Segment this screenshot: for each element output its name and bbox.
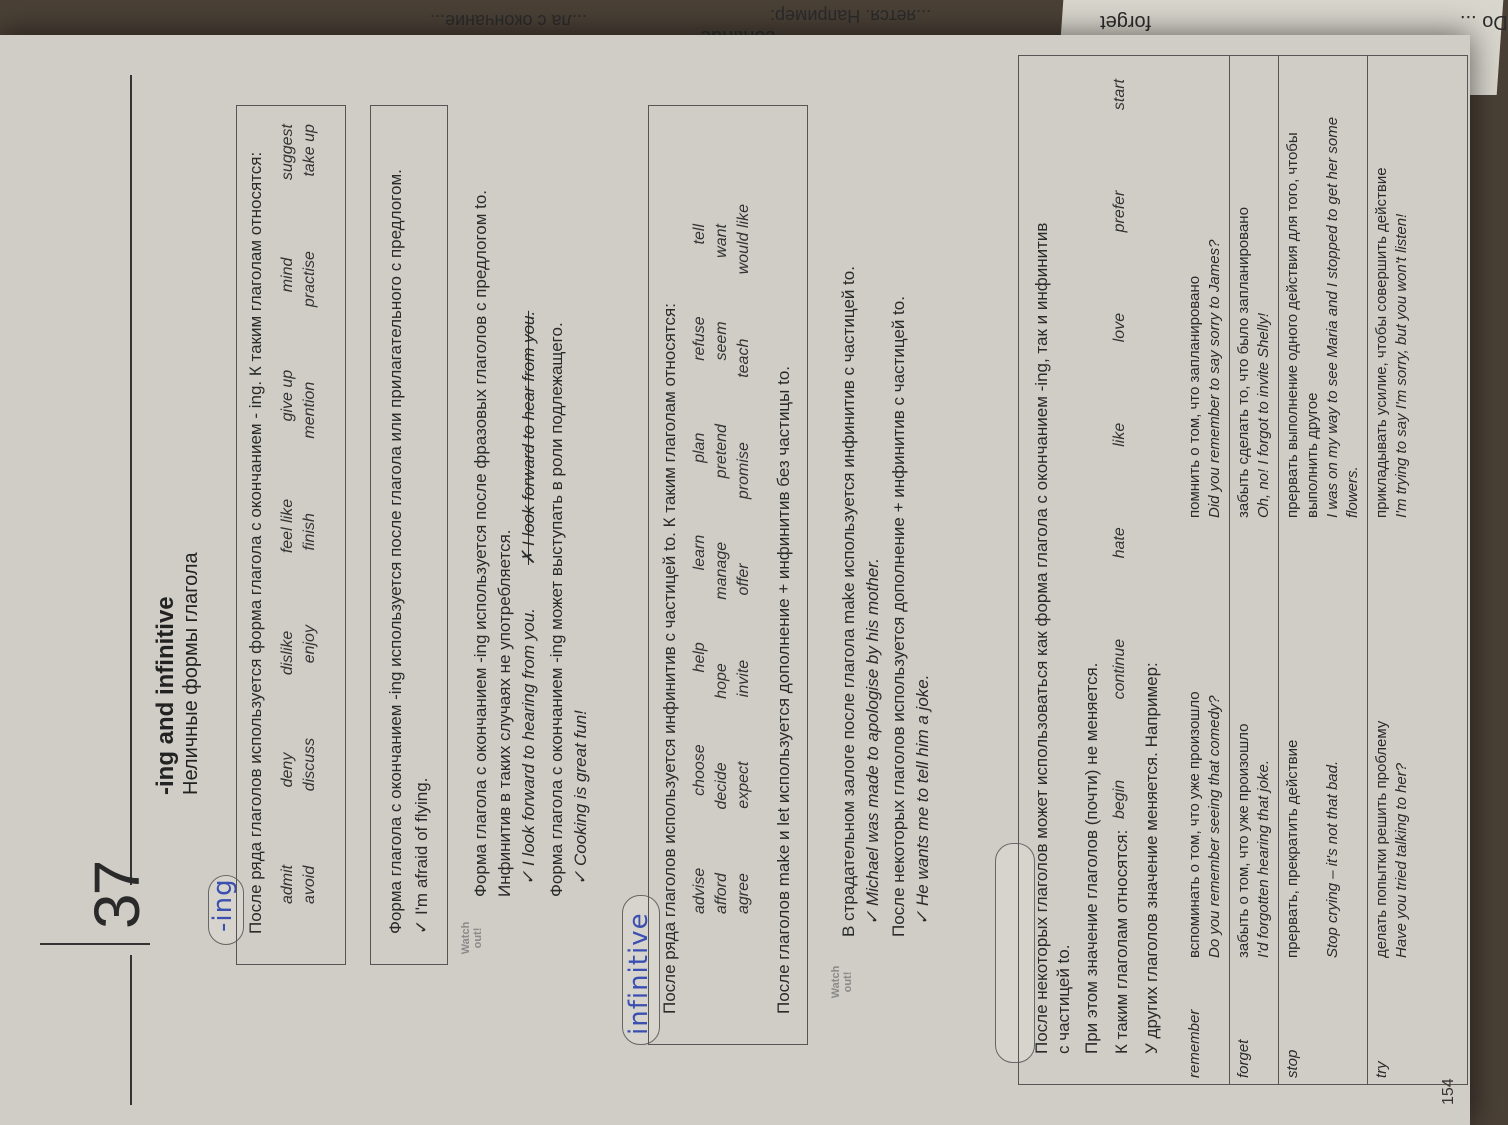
verb: advise — [691, 867, 708, 914]
header-rule-right — [130, 75, 132, 885]
verb: refuse — [691, 316, 708, 361]
table-verb: try — [1373, 1061, 1390, 1078]
verb: mention — [301, 381, 318, 439]
verb: practise — [301, 251, 318, 308]
ing-handwritten-label: -ing — [208, 878, 238, 932]
verb: feel like — [279, 498, 296, 554]
right-meaning: помнить о том, что запланировано — [1186, 275, 1203, 518]
watch1-example-wrong: ✗ I look forward to hear from you. — [519, 310, 538, 565]
verb: plan — [691, 432, 708, 463]
table-verb: stop — [1284, 1049, 1301, 1078]
watch1-p1-line2: Инфинитив в таких случаях не употребляется. — [495, 529, 514, 897]
right-example: Oh, no! I forgot to invite Shelly! — [1255, 312, 1272, 518]
left-meaning: делать попытки решить проблему — [1373, 720, 1390, 958]
both-intro-line1: После некоторых глаголов может использоваться как форма глагола с окончанием -ing, так и инфинитив — [1032, 222, 1051, 1054]
verb: prefer — [1111, 190, 1128, 233]
right-meaning: забыть сделать то, что было запланировано — [1235, 207, 1252, 518]
adj-text: Форма глагола с окончанием -ing используется после глагола или прилагательного с предлогом. — [386, 169, 405, 934]
infinitive-intro: После ряда глаголов используется инфинитив с частицей to. К таким глаголам относятся: — [660, 303, 679, 1014]
verb: expect — [735, 761, 752, 809]
verb: decide — [713, 762, 730, 810]
table-verb: forget — [1235, 1039, 1252, 1078]
verb: avoid — [301, 865, 318, 904]
verb: deny — [279, 752, 296, 788]
watch2-p2: После некоторых глаголов используется дополнение + инфинитив с частицей to. — [889, 296, 908, 937]
left-meaning: забыть о том, что уже произошло — [1235, 723, 1252, 958]
right-meaning: прикладывать усилие, чтобы совершить действие — [1373, 167, 1390, 518]
adj-example: ✓ I'm afraid of flying. — [412, 777, 431, 934]
same-meaning-list-label: К таким глаголам относятся: — [1112, 829, 1131, 1054]
background-text-6: ...ла с окончание... — [430, 11, 587, 31]
infinitive-box — [648, 105, 808, 1045]
table-row — [1181, 56, 1230, 1084]
verb: dislike — [279, 630, 296, 676]
verb: continue — [1111, 638, 1128, 700]
verb: seem — [713, 321, 730, 361]
watch-out-badge-2: Watch out! — [830, 965, 854, 999]
header-rule-vertical — [40, 944, 150, 946]
left-example: Stop crying – it's not that bad. — [1324, 760, 1341, 958]
verb: begin — [1111, 779, 1128, 819]
verb: love — [1111, 312, 1128, 343]
verb: would like — [735, 204, 752, 275]
verb: hope — [713, 663, 730, 699]
verb: offer — [735, 563, 752, 596]
left-meaning: прервать, прекратить действие — [1284, 739, 1301, 958]
watch-out-badge-1: Watch out! — [460, 921, 484, 955]
background-text-5: ...яется. Например: — [770, 6, 932, 26]
meaning-changes: У других глаголов значение меняется. Например: — [1142, 662, 1161, 1054]
right-example: I was on my way to see Maria and I stopped to get her some flowers. — [1324, 116, 1361, 518]
verb: mind — [279, 257, 296, 293]
page-number: 154 — [1440, 1078, 1457, 1105]
same-meaning: При этом значение глаголов (почти) не меняется. — [1082, 662, 1101, 1054]
background-text-3: forget — [1100, 11, 1152, 33]
verb: learn — [691, 534, 708, 571]
verb: teach — [735, 338, 752, 378]
textbook-page — [0, 35, 1470, 1125]
verb: promise — [735, 442, 752, 500]
verb: pretend — [713, 424, 730, 479]
verb: like — [1111, 422, 1128, 447]
verb: choose — [691, 744, 708, 796]
watch1-example-correct: ✓ I look forward to hearing from you. — [519, 608, 538, 885]
infinitive-verbs-row3 — [735, 204, 753, 914]
table-row — [1368, 56, 1417, 1084]
watch2-p1: В страдательном залоге после глагола make используется инфинитив с частицей to. — [839, 266, 858, 937]
page-subtitle: Неличные формы глагола — [180, 552, 202, 795]
watch2-p1-example: ✓ Michael was made to apologise by his mother. — [863, 557, 882, 925]
watch2-p2-example: ✓ He wants me to tell him a joke. — [913, 674, 932, 925]
left-example: Do you remember seeing that comedy? — [1206, 695, 1223, 958]
both-box — [1018, 55, 1468, 1085]
table-verb: remember — [1186, 1009, 1203, 1078]
verb: enjoy — [301, 625, 318, 664]
infinitive-verbs-row2 — [713, 224, 731, 914]
verb: start — [1111, 79, 1128, 111]
meaning-table — [1181, 56, 1416, 1084]
watch1-p1-line1: Форма глагола с окончанием -ing используется после фразовых глаголов с предлогом to. — [471, 189, 490, 897]
watch1-p2-example: ✓ Cooking is great fun! — [571, 710, 590, 885]
same-meaning-verbs — [1111, 79, 1129, 819]
right-example: Did you remember to say sorry to James? — [1206, 239, 1223, 518]
verb: help — [691, 642, 708, 673]
ing-box — [236, 105, 346, 965]
ing-verbs-row2 — [301, 124, 319, 904]
verb: agree — [735, 873, 752, 914]
right-example: I'm trying to say I'm sorry, but you won't listen! — [1393, 213, 1410, 518]
verb: invite — [735, 659, 752, 698]
unit-number: 37 — [81, 861, 153, 929]
both-intro-line2: с частицей to. — [1054, 944, 1073, 1054]
left-meaning: вспоминать о том, что уже произошло — [1186, 691, 1203, 958]
verb: give up — [279, 369, 296, 422]
verb: suggest — [279, 124, 296, 181]
right-meaning: прервать выполнение одного действия для того, чтобы выполнить другое — [1284, 132, 1321, 518]
ing-intro: После ряда глаголов используется форма глагола с окончанием - ing. К таким глаголам относятся: — [246, 151, 265, 934]
infinitive-verbs-row1 — [691, 224, 709, 914]
table-row — [1279, 56, 1368, 1084]
header-rule-left — [130, 955, 132, 1105]
verb: afford — [713, 873, 730, 914]
background-text-2: Do ... — [1460, 11, 1508, 33]
left-example: Have you tried talking to her? — [1393, 762, 1410, 958]
verb: discuss — [301, 737, 318, 792]
adj-box — [370, 105, 448, 965]
verb: take up — [301, 124, 318, 177]
verb: hate — [1111, 527, 1128, 559]
table-row — [1230, 56, 1279, 1084]
ing-verbs-row1 — [279, 124, 297, 904]
watch1-p2-line1: Форма глагола с окончанием -ing может выступать в роли подлежащего. — [547, 322, 566, 897]
page-title: -ing and infinitive — [152, 596, 179, 795]
verb: admit — [279, 864, 296, 904]
make-let-rule: После глаголов make и let используется дополнение + инфинитив без частицы to. — [774, 365, 793, 1014]
infinitive-handwritten-label: infinitive — [624, 912, 654, 1035]
verb: tell — [691, 224, 708, 245]
left-example: I'd forgotten hearing that joke. — [1255, 760, 1272, 958]
verb: finish — [301, 513, 318, 551]
verb: want — [713, 224, 730, 258]
verb: manage — [713, 541, 730, 600]
